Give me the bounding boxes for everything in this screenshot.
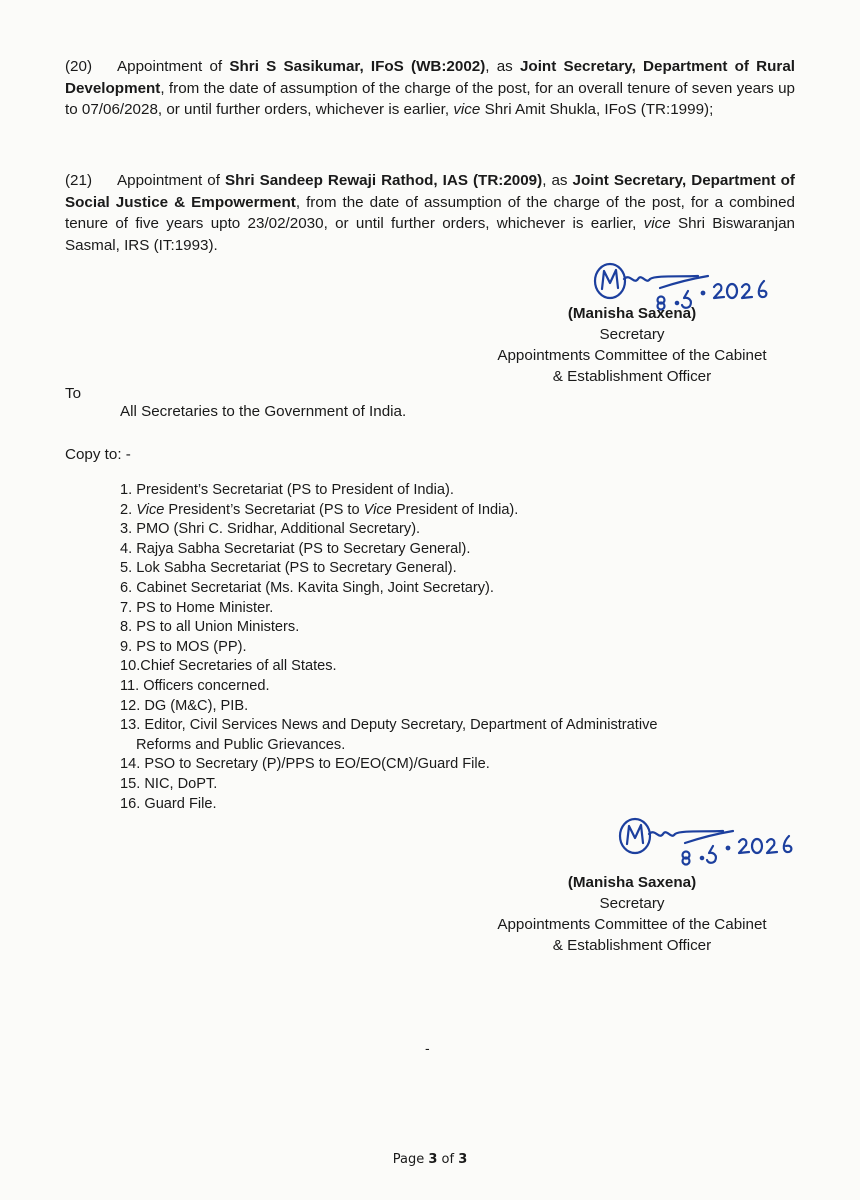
- list-item-text: President’s Secretariat (PS to President of India).: [136, 482, 454, 498]
- list-item: [120, 697, 780, 717]
- text: , from the date of assumption of the charge of the post, for a combined tenure of five years upto 23/02/2030, or until further orders, whichever is earlier,: [65, 193, 795, 232]
- list-item-text: Guard File.: [144, 795, 217, 812]
- handwritten-signature: [615, 810, 815, 868]
- vice-word: vice: [453, 101, 481, 118]
- to-recipient: All Secretaries to the Government of India.: [120, 403, 407, 420]
- list-item: [120, 716, 780, 755]
- paragraph-number: (20): [65, 58, 93, 75]
- appointee-name: Shri S Sasikumar, IFoS (WB:2002): [229, 58, 486, 75]
- list-item-number: 16.: [120, 795, 145, 812]
- list-item: [120, 677, 780, 697]
- list-item: [120, 638, 780, 658]
- list-item: [120, 618, 780, 638]
- list-item-text: Cabinet Secretariat (Ms. Kavita Singh, Joint Secretary).: [136, 579, 494, 596]
- appointed-post: Joint Secretary, Department of Rural Development: [65, 58, 796, 97]
- signature-block: [482, 872, 782, 956]
- current-page: 3: [428, 1152, 438, 1167]
- list-item-number: 14.: [120, 756, 145, 773]
- text: Appointment of: [117, 172, 226, 189]
- page-word: Page: [392, 1152, 429, 1167]
- list-item: [120, 501, 780, 521]
- list-item-text: PS to all Union Ministers.: [136, 619, 300, 636]
- list-item: [120, 755, 780, 775]
- signatory-title: Secretary: [599, 895, 665, 912]
- text: Appointment of: [117, 58, 230, 75]
- list-item: [120, 599, 780, 619]
- signatory-title: Secretary: [599, 326, 665, 343]
- signatory-name: (Manisha Saxena): [567, 305, 697, 322]
- list-item-text: Lok Sabha Secretariat (PS to Secretary General).: [136, 560, 457, 577]
- text: , from the date of assumption of the charge of the post, for an overall tenure of seven years up to 07/06/2028, or until further orders, whichever is earlier,: [65, 79, 795, 118]
- copy-to-label: Copy to: -: [65, 446, 131, 463]
- signature-block: [482, 303, 782, 387]
- text: , as: [542, 172, 573, 189]
- signatory-designation: Appointments Committee of the Cabinet: [497, 916, 767, 933]
- list-item-text: Chief Secretaries of all States.: [140, 658, 337, 675]
- signatory-designation-2: & Establishment Officer: [552, 937, 712, 954]
- signatory-designation-2: & Establishment Officer: [552, 368, 712, 385]
- appointed-post: Joint Secretary, Department of Social Justice & Empowerment: [65, 172, 795, 211]
- list-item-text: PS to Home Minister.: [136, 599, 274, 616]
- list-item-number: 15.: [120, 775, 145, 792]
- list-item: [120, 775, 780, 795]
- list-item-number: 6.: [120, 579, 137, 596]
- list-item-number: 7.: [120, 599, 137, 616]
- list-item-text: President of India).: [391, 501, 519, 518]
- list-item-continuation: Reforms and Public Grievances.: [136, 736, 346, 753]
- signatory-name: (Manisha Saxena): [567, 874, 697, 891]
- of-word: of: [437, 1152, 459, 1167]
- vice-word: Vice: [136, 501, 165, 518]
- paragraph-21: [65, 170, 795, 256]
- list-item-number: 1.: [120, 482, 137, 498]
- list-item-number: 3.: [120, 521, 137, 538]
- paragraph-number: (21): [65, 172, 93, 189]
- vice-word: vice: [643, 215, 671, 232]
- list-item-number: 11.: [120, 677, 144, 694]
- signatory-designation: Appointments Committee of the Cabinet: [497, 347, 767, 364]
- list-item-text: PS to MOS (PP).: [136, 638, 247, 655]
- text: Shri Biswaranjan Sasmal, IRS (IT:1993).: [65, 215, 795, 254]
- list-item-text: President’s Secretariat (PS to: [164, 501, 364, 518]
- list-item-number: 2.: [120, 501, 137, 518]
- list-item: [120, 657, 780, 677]
- dash-mark: -: [425, 1040, 430, 1056]
- text: , as: [485, 58, 520, 75]
- list-item-text: PMO (Shri C. Sridhar, Additional Secretary).: [136, 521, 421, 538]
- list-item-number: 12.: [120, 697, 145, 714]
- to-label: To: [65, 385, 82, 402]
- list-item: [120, 559, 780, 579]
- list-item-text: Editor, Civil Services News and Deputy Secretary, Department of Administrative: [144, 717, 658, 734]
- list-item-number: 9.: [120, 638, 137, 655]
- list-item-text: NIC, DoPT.: [144, 775, 218, 792]
- list-item-text: PSO to Secretary (P)/PPS to EO/EO(CM)/Guard File.: [144, 756, 490, 773]
- list-item-text: Officers concerned.: [143, 677, 270, 694]
- list-item-text: DG (M&C), PIB.: [144, 697, 249, 714]
- copy-to-list: [120, 481, 780, 814]
- list-item-number: 5.: [120, 560, 137, 577]
- paragraph-20: [65, 56, 795, 121]
- total-pages: 3: [458, 1152, 468, 1167]
- list-item-number: 8.: [120, 619, 137, 636]
- list-item-number: 4.: [120, 540, 137, 557]
- list-item-text: Rajya Sabha Secretariat (PS to Secretary General).: [136, 540, 471, 557]
- list-item: [120, 540, 780, 560]
- list-item: [120, 481, 780, 501]
- appointee-name: Shri Sandeep Rewaji Rathod, IAS (TR:2009): [225, 172, 543, 189]
- page-footer: [0, 1152, 860, 1167]
- list-item-number: 13.: [120, 717, 145, 734]
- list-item: [120, 579, 780, 599]
- vice-word: Vice: [363, 501, 392, 518]
- list-item-number: 10.: [120, 658, 141, 675]
- text: Shri Amit Shukla, IFoS (TR:1999);: [480, 101, 714, 118]
- list-item: [120, 520, 780, 540]
